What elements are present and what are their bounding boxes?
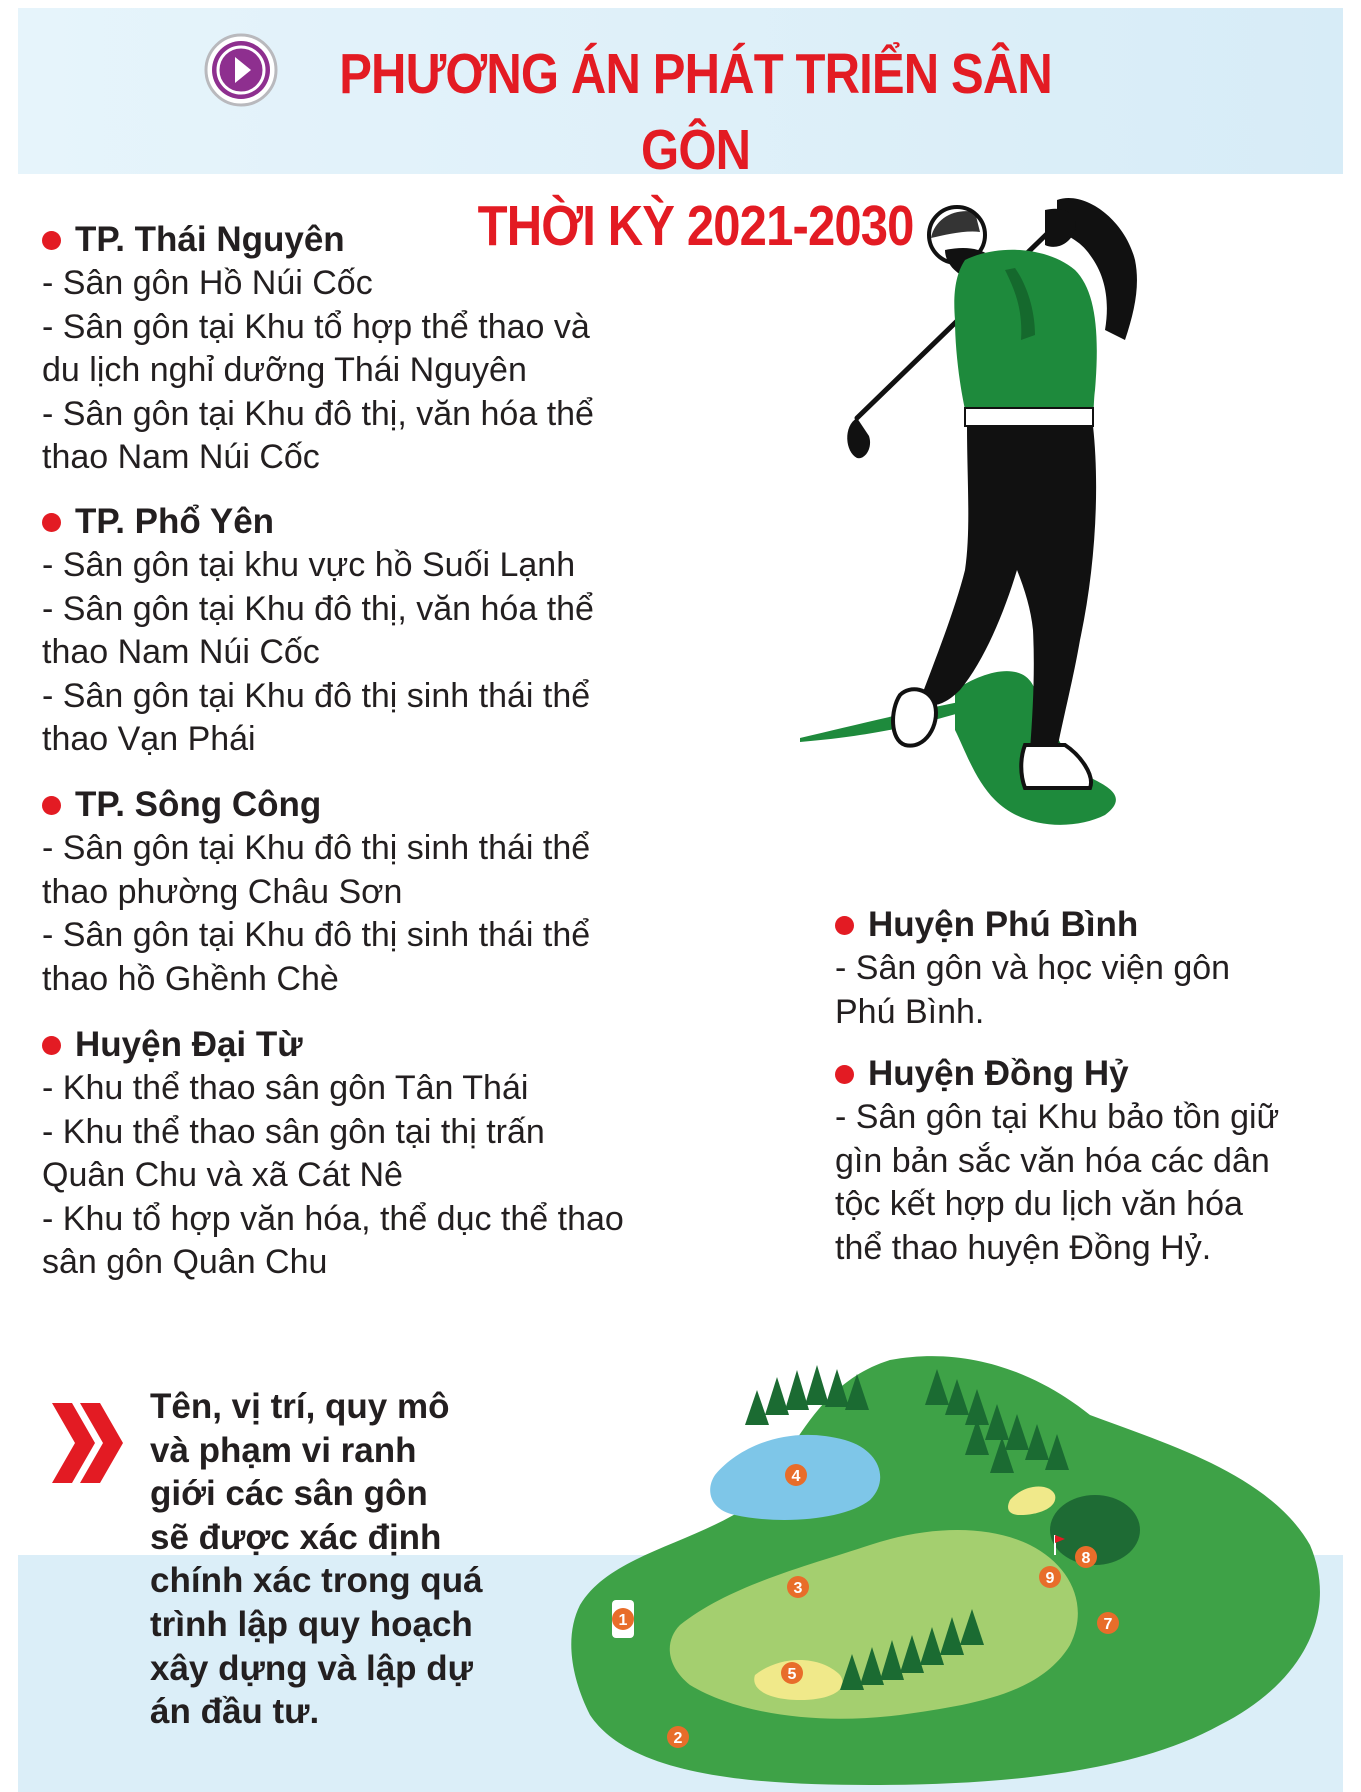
section-heading: TP. Thái Nguyên: [42, 218, 594, 262]
list-item: tộc kết hợp du lịch văn hóa: [835, 1185, 1243, 1223]
hole-marker-5: 5: [787, 1666, 797, 1683]
section-phu-binh: [835, 903, 1230, 1034]
list-item: Quân Chu và xã Cát Nê: [42, 1156, 403, 1194]
list-item: - Sân gôn Hồ Núi Cốc: [42, 264, 373, 302]
list-item: - Sân gôn tại khu vực hồ Suối Lạnh: [42, 546, 576, 584]
list-item: - Khu thể thao sân gôn Tân Thái: [42, 1069, 529, 1107]
list-item: thao Nam Núi Cốc: [42, 633, 320, 671]
list-item: du lịch nghỉ dưỡng Thái Nguyên: [42, 351, 527, 389]
bullet-dot-icon: [42, 1036, 61, 1055]
section-thai-nguyen: [42, 218, 594, 480]
double-chevron-right-icon: [50, 1398, 130, 1488]
hole-marker-2: 2: [673, 1730, 683, 1747]
hole-marker-4: 4: [791, 1468, 801, 1485]
list-item: - Sân gôn tại Khu tổ hợp thể thao và: [42, 307, 590, 346]
golf-course-map-illustration: [570, 1355, 1350, 1792]
hole-marker-1: 1: [618, 1612, 628, 1629]
section-song-cong: [42, 783, 590, 1001]
list-item: thao Vạn Phái: [42, 720, 256, 758]
section-pho-yen: [42, 500, 594, 762]
list-item: thao phường Châu Sơn: [42, 872, 403, 911]
list-item: thao hồ Ghềnh Chè: [42, 959, 339, 998]
page-title-line-2: THỜI KỲ 2021-2030: [477, 194, 914, 258]
bullet-dot-icon: [835, 916, 854, 935]
list-item: - Sân gôn tại Khu đô thị sinh thái thể: [42, 676, 591, 715]
section-heading: Huyện Phú Bình: [835, 903, 1230, 947]
bullet-dot-icon: [42, 231, 61, 250]
play-circle-icon: [204, 33, 278, 107]
section-heading: TP. Sông Công: [42, 783, 590, 827]
bullet-dot-icon: [835, 1065, 854, 1084]
section-heading: Huyện Đồng Hỷ: [835, 1052, 1279, 1096]
note-text: Tên, vị trí, quy mô và phạm vi ranh giới các sân gôn sẽ được xác định chính xác trong quá trình lập quy hoạch xây dựng và lập dự án đầu tư.: [150, 1387, 483, 1732]
section-heading: TP. Phổ Yên: [42, 500, 594, 544]
list-item: - Sân gôn tại Khu đô thị sinh thái thể: [42, 829, 591, 867]
list-item: - Khu tổ hợp văn hóa, thể dục thể thao: [42, 1199, 624, 1238]
hole-marker-9: 9: [1045, 1570, 1055, 1587]
hole-marker-7: 7: [1103, 1616, 1113, 1633]
list-item: thao Nam Núi Cốc: [42, 438, 320, 476]
bullet-dot-icon: [42, 796, 61, 815]
list-item: - Sân gôn tại Khu đô thị, văn hóa thể: [42, 394, 594, 433]
list-item: sân gôn Quân Chu: [42, 1243, 328, 1281]
page-title-line-1: PHƯƠNG ÁN PHÁT TRIỂN SÂN GÔN: [339, 42, 1052, 182]
list-item: Phú Bình.: [835, 992, 985, 1031]
list-item: - Sân gôn tại Khu đô thị, văn hóa thể: [42, 589, 594, 628]
section-heading: Huyện Đại Từ: [42, 1023, 624, 1067]
hole-marker-8: 8: [1081, 1550, 1091, 1567]
bullet-dot-icon: [42, 513, 61, 532]
list-item: gìn bản sắc văn hóa các dân: [835, 1141, 1270, 1180]
section-dai-tu: [42, 1023, 624, 1285]
list-item: - Sân gôn và học viện gôn: [835, 949, 1231, 987]
list-item: - Sân gôn tại Khu bảo tồn giữ: [835, 1098, 1280, 1136]
list-item: - Khu thể thao sân gôn tại thị trấn: [42, 1112, 545, 1151]
section-dong-hy: [835, 1052, 1279, 1270]
list-item: thể thao huyện Đồng Hỷ.: [835, 1228, 1212, 1267]
list-item: - Sân gôn tại Khu đô thị sinh thái thể: [42, 916, 591, 954]
hole-marker-3: 3: [793, 1580, 803, 1597]
golfer-illustration: [795, 190, 1195, 840]
